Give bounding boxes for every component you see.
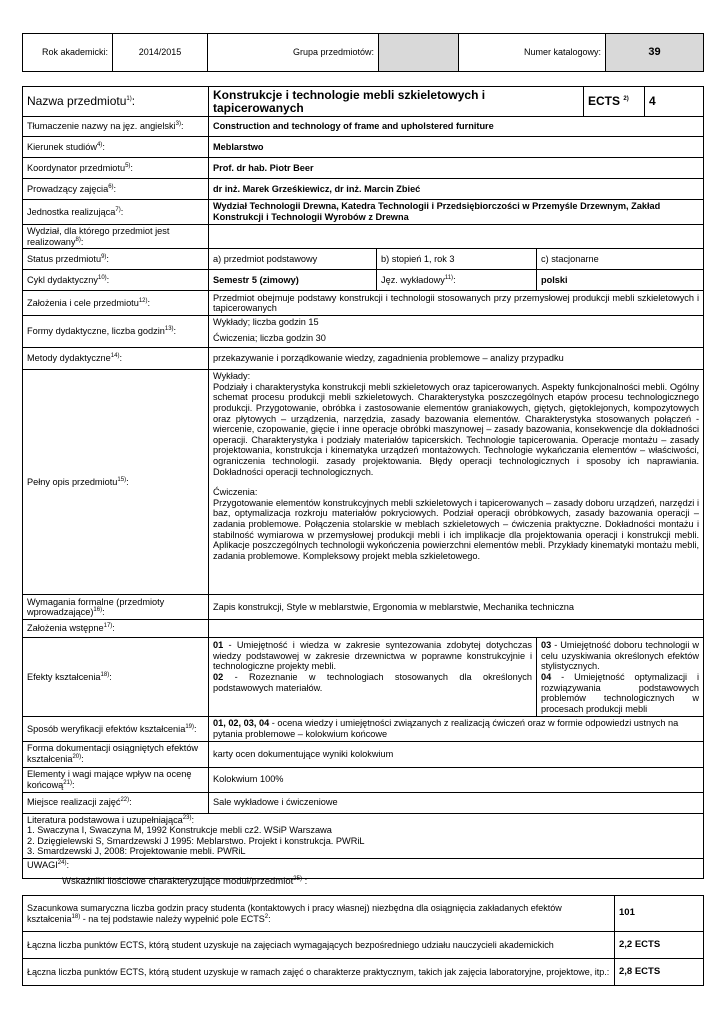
unit-label: Jednostka realizująca$^{7)}$: [23, 200, 209, 225]
lectures-title: Wykłady: [213, 371, 251, 382]
prereq-row [23, 620, 704, 638]
coordinator-label: Koordynator przedmiotu$^{5)}$: [23, 158, 209, 179]
catalog-label: Numer katalogowy: [459, 34, 606, 72]
verification-row [23, 717, 704, 741]
literature-item-1: 1. Swaczyna I, Swaczyna M, 1992 Konstrukcje mebli cz2. WSiP Warszawa [27, 825, 332, 836]
faculty-value [209, 225, 704, 249]
outcome-04: 04 - Umiejętność optymalizacji i rozwiązywania podstawowych problemów technologicznych w procesach produkcji mebli [541, 671, 700, 714]
catalog-value: 39 [606, 34, 704, 72]
literature-cell [23, 813, 704, 858]
ects-label: ECTS $^{2)}$ [584, 87, 645, 117]
documentation-label: Forma dokumentacji osiągniętych efektów kształcenia$^{20)}$: [23, 741, 209, 767]
group-value [379, 34, 459, 72]
verification-value: 01, 02, 03, 04 - ocena wiedzy i umiejętności związanych z realizacją ćwiczeń oraz w formie odpowiedzi ustnych na pytania problemowe – kolokwium końcowe [209, 717, 704, 741]
indicator-row-2 [23, 932, 704, 959]
instructor-row [23, 179, 704, 200]
indicator-1-text: Szacunkowa sumaryczna liczba godzin pracy studenta (kontaktowych i pracy własnej) niezbędna dla osiągnięcia zakładanych efektów kształcenia$^{18)}$ - na tej podstawie należy wypełnić pole ECTS$^2$: [23, 896, 615, 932]
indicator-3-text: Łączna liczba punktów ECTS, którą student uzyskuje w ramach zajęć o charakterze praktycznym, takich jak zajęcia laboratoryjne, projektowe, itp.: [23, 959, 615, 986]
notes-label: UWAGI$^{24)}$: [23, 858, 704, 878]
faculty-label: Wydział, dla którego przedmiot jest realizowany$^{8)}$: [23, 225, 209, 249]
language-value: polski [537, 270, 704, 291]
status-a: a) przedmiot podstawowy [209, 249, 377, 270]
goals-value: Przedmiot obejmuje podstawy konstrukcji i technologii stosowanych przy przemysłowej produkcji mebli szkieletowych i tapicerowanych [209, 291, 704, 316]
translation-value: Construction and technology of frame and upholstered furniture [209, 117, 704, 137]
place-row [23, 792, 704, 813]
prereq-label: Założenia wstępne$^{17)}$: [23, 620, 209, 638]
literature-item-3: 3. Smardzewski J, 2008: Projektowanie mebli. PWRiL [27, 846, 246, 857]
methods-value: przekazywanie i porządkowanie wiedzy, zagadnienia problemowe – analizy przypadku [209, 348, 704, 370]
methods-label: Metody dydaktyczne$^{14)}$: [23, 348, 209, 370]
forms-exercises: Ćwiczenia; liczba godzin 30 [213, 332, 326, 343]
direction-label: Kierunek studiów$^{4)}$: [23, 137, 209, 158]
forms-value [209, 316, 704, 348]
indicator-3-value: 2,8 ECTS [615, 959, 704, 986]
indicator-2-text: Łączna liczba punktów ECTS, którą student uzyskuje na zajęciach wymagających bezpośredniego udziału nauczycieli akademickich [23, 932, 615, 959]
status-row [23, 249, 704, 270]
translation-label: Tłumaczenie nazwy na jęz. angielski$^{3)}$: [23, 117, 209, 137]
instructor-value: dr inż. Marek Grześkiewicz, dr inż. Marcin Zbieć [209, 179, 704, 200]
methods-row [23, 348, 704, 370]
requirements-label: Wymagania formalne (przedmioty wprowadzające)$^{16)}$: [23, 595, 209, 620]
documentation-row [23, 741, 704, 767]
indicator-row-3 [23, 959, 704, 986]
outcomes-left [209, 638, 537, 717]
outcome-01: 01 - Umiejętność i wiedza w zakresie syntezowania zdobytej dotychczas wiedzy podstawowej w zakresie drzewnictwa w poprawne konstrukcyjnie i technologiczne projekty mebli. [213, 640, 532, 672]
academic-year-value: 2014/2015 [113, 34, 208, 72]
coordinator-value: Prof. dr hab. Piotr Beer [209, 158, 704, 179]
place-value: Sale wykładowe i ćwiczeniowe [209, 792, 704, 813]
requirements-value: Zapis konstrukcji, Style w meblarstwie, Ergonomia w meblarstwie, Mechanika techniczna [209, 595, 704, 620]
literature-label: Literatura podstawowa i uzupełniająca$^{23)}$: [27, 814, 195, 825]
status-label: Status przedmiotu$^{9)}$: [23, 249, 209, 270]
header-table [22, 33, 704, 72]
course-table [22, 86, 704, 879]
instructor-label: Prowadzący zajęcia$^{6)}$: [23, 179, 209, 200]
verification-label: Sposób weryfikacji efektów kształcenia$^{19)}$: [23, 717, 209, 741]
indicators-title: Wskaźniki ilościowe charakteryzujące moduł/przedmiot$^{25)}$ : [62, 875, 308, 887]
outcome-02: 02 - Rozeznanie w technologiach stosowanych dla określonych podstawowych materiałów. [213, 671, 532, 693]
outcome-03: 03 - Umiejętność doboru technologii w celu uzyskiwania określonych efektów stylistycznych. [541, 640, 700, 672]
prereq-value [209, 620, 704, 638]
cycle-row [23, 270, 704, 291]
ects-value: 4 [645, 87, 704, 117]
indicators-table [22, 895, 704, 986]
weights-value: Kolokwium 100% [209, 767, 704, 792]
coordinator-row [23, 158, 704, 179]
unit-row [23, 200, 704, 225]
group-label: Grupa przedmiotów: [208, 34, 379, 72]
literature-row [23, 813, 704, 858]
cycle-label: Cykl dydaktyczny$^{10)}$: [23, 270, 209, 291]
literature-item-2: 2. Dzięgielewski S, Smardzewski J 1995: Meblarstwo. Projekt i konstrukcja. PWRiL [27, 835, 365, 846]
weights-label: Elementy i wagi mające wpływ na ocenę końcową$^{21)}$: [23, 767, 209, 792]
goals-label: Założenia i cele przedmiotu$^{12)}$: [23, 291, 209, 316]
lectures-text: Podziały i charakterystyka konstrukcji mebli szkieletowych oraz tapicerowanych. Aspekty funkcjonalności mebli. Ogólny schemat procesu produkcji mebli szkieletowych. Charakterystyka poszczególnych etapów procesu technologicznego produkcji. Przygotowanie, obróbka i zastosowanie elementów graniakowych, giętych, giętoklejonych, kompozytowych oraz płytowych – urządzenia, narzędzia, zasady bazowania elementów. Charakterystyka stosowanych połączeń - wiercenie, czopowanie, gięcie i inne operacje obróbki maszynowej – zasady bazowania, konsekwencje dla dokładności operacji. Charakterystyka i podziały materiałów tapicerskich. Technologie tapicerowania. Operacje montażu – zasady projektowania, konstrukcja i kinematyka urządzeń montażowych. Technologie wykańczania elementów – właściwości, ograniczenia technologii. zasady projektowania. Błędy operacji technologicznych i sposoby ich naprawiania. Dokładności operacji technologicznych. [213, 381, 700, 477]
description-value [209, 370, 704, 595]
faculty-row [23, 225, 704, 249]
exercises-text: Przygotowanie elementów konstrukcyjnych mebli szkieletowych i tapicerowanych – zasady doboru urządzeń, narzędzi i baz, optymalizacja rozkroju materiałów pokryciowych. Podział operacji obróbkowych, zasady bazowania operacji – zadania problemowe. Połączenia stolarskie w meblach szkieletowych – ćwiczenia praktyczne. Dokładności montażu i stabilność wymiarowa w przemysłowej produkcji mebli i ich implikacje dla projektowania operacji i konstrukcji mebli. Aplikacje poszczególnych technologii wykończenia powierzchni elementów mebli. Przykłady kinematyki montażu mebli, zadania problemowe. Kompleksowy projekt mebla szkieletowego. [213, 497, 700, 561]
indicator-row-1 [23, 896, 704, 932]
direction-row [23, 137, 704, 158]
course-name-row [23, 87, 704, 117]
outcomes-right [537, 638, 704, 717]
requirements-row [23, 595, 704, 620]
indicator-2-value: 2,2 ECTS [615, 932, 704, 959]
unit-value: Wydział Technologii Drewna, Katedra Technologii i Przedsiębiorczości w Przemyśle Drzewnym, Zakład Konstrukcji i Technologii Wyrobów z Drewna [209, 200, 704, 225]
outcomes-row [23, 638, 704, 717]
academic-year-label: Rok akademicki: [23, 34, 113, 72]
status-c: c) stacjonarne [537, 249, 704, 270]
description-row [23, 370, 704, 595]
weights-row [23, 767, 704, 792]
description-label: Pełny opis przedmiotu$^{15)}$: [23, 370, 209, 595]
forms-row [23, 316, 704, 348]
place-label: Miejsce realizacji zajęć$^{22)}$: [23, 792, 209, 813]
course-name-value: Konstrukcje i technologie mebli szkieletowych i tapicerowanych [209, 87, 584, 117]
forms-lectures: Wykłady; liczba godzin 15 [213, 317, 319, 328]
forms-label: Formy dydaktyczne, liczba godzin$^{13)}$: [23, 316, 209, 348]
indicator-1-value: 101 [615, 896, 704, 932]
documentation-value: karty ocen dokumentujące wyniki kolokwium [209, 741, 704, 767]
translation-row [23, 117, 704, 137]
goals-row [23, 291, 704, 316]
cycle-value: Semestr 5 (zimowy) [209, 270, 377, 291]
course-name-label: Nazwa przedmiotu$^{1)}$: [23, 87, 209, 117]
outcomes-label: Efekty kształcenia$^{18)}$: [23, 638, 209, 717]
direction-value: Meblarstwo [209, 137, 704, 158]
exercises-title: Ćwiczenia: [213, 487, 258, 498]
status-b: b) stopień 1, rok 3 [377, 249, 537, 270]
language-label: Jęz. wykładowy$^{11)}$: [377, 270, 537, 291]
